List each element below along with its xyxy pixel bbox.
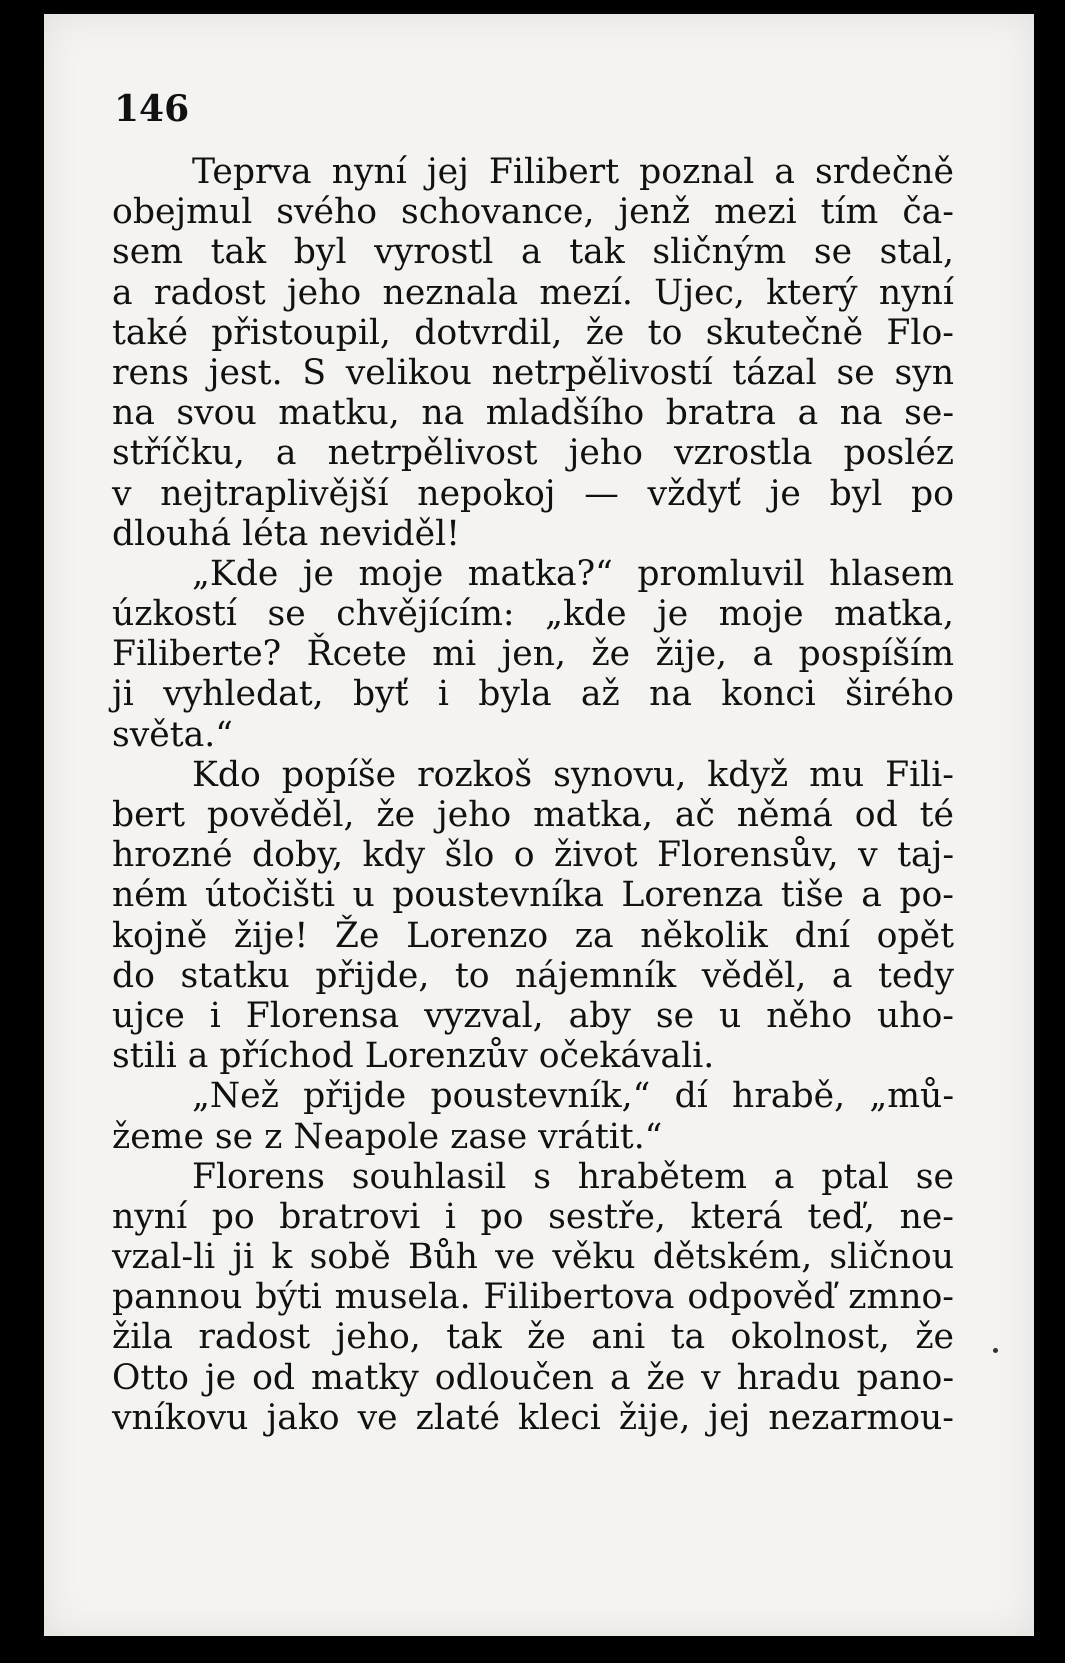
text-line: vníkovu jako ve zlaté kleci žije, jej nezarmou- — [112, 1397, 954, 1438]
paper-speck — [993, 1348, 998, 1353]
text-line: do statku přijde, to nájemník věděl, a tedy — [112, 955, 954, 996]
text-line: Kdo popíše rozkoš synovu, když mu Fili- — [192, 754, 954, 795]
text-line: sem tak byl vyrostl a tak sličným se stal, — [112, 232, 954, 273]
text-line: úzkostí se chvějícím: „kde je moje matka, — [112, 594, 954, 635]
text-line: v nejtraplivější nepokoj — vždyť je byl po — [112, 473, 954, 514]
text-line: „Kde je moje matka?“ promluvil hlasem — [192, 553, 954, 594]
text-line: „Než přijde poustevník,“ dí hrabě, „mů- — [192, 1076, 954, 1117]
text-line: žila radost jeho, tak že ani ta okolnost, že — [112, 1317, 954, 1358]
text-line: Teprva nyní jej Filibert poznal a srdečně — [192, 152, 954, 192]
text-line: stili a příchod Lorenzův očekávali. — [112, 1036, 715, 1077]
text-line: Florens souhlasil s hrabětem a ptal se — [192, 1156, 954, 1197]
text-line: žeme se z Neapole zase vrátit.“ — [112, 1116, 663, 1157]
text-line: také přistoupil, dotvrdil, že to skutečně Flo- — [112, 312, 954, 353]
text-line: Otto je od matky odloučen a že v hradu pano- — [112, 1357, 954, 1398]
body-text — [112, 152, 954, 1438]
text-line: vzal-li ji k sobě Bůh ve věku dětském, sličnou — [112, 1237, 954, 1278]
text-line: obejmul svého schovance, jenž mezi tím ča- — [112, 192, 954, 233]
text-line: na svou matku, na mladšího bratra a na se- — [112, 393, 954, 434]
text-line: Filiberte? Řcete mi jen, že žije, a pospíším — [112, 634, 954, 675]
text-line: bert pověděl, že jeho matka, ač němá od té — [112, 795, 954, 835]
page-number: 146 — [114, 88, 190, 130]
text-line: ji vyhledat, byť i byla až na konci širého — [112, 674, 954, 715]
text-line: hrozné doby, kdy šlo o život Florensův, v taj- — [112, 835, 954, 876]
text-line: nyní po bratrovi i po sestře, která teď, ne- — [112, 1196, 954, 1237]
text-line: kojně žije! Že Lorenzo za několik dní opět — [112, 915, 954, 956]
text-line: ném útočišti u poustevníka Lorenza tiše a po- — [112, 875, 954, 916]
text-line: světa.“ — [112, 714, 233, 755]
text-line: pannou býti musela. Filibertova odpověď zmno- — [112, 1277, 954, 1318]
text-line: rens jest. S velikou netrpělivostí tázal se syn — [112, 352, 954, 393]
text-line: stříčku, a netrpělivost jeho vzrostla posléz — [112, 433, 954, 474]
text-line: a radost jeho neznala mezí. Ujec, který nyní — [112, 272, 954, 313]
text-line: dlouhá léta neviděl! — [112, 513, 461, 554]
text-line: ujce i Florensa vyzval, aby se u něho uho- — [112, 995, 954, 1036]
